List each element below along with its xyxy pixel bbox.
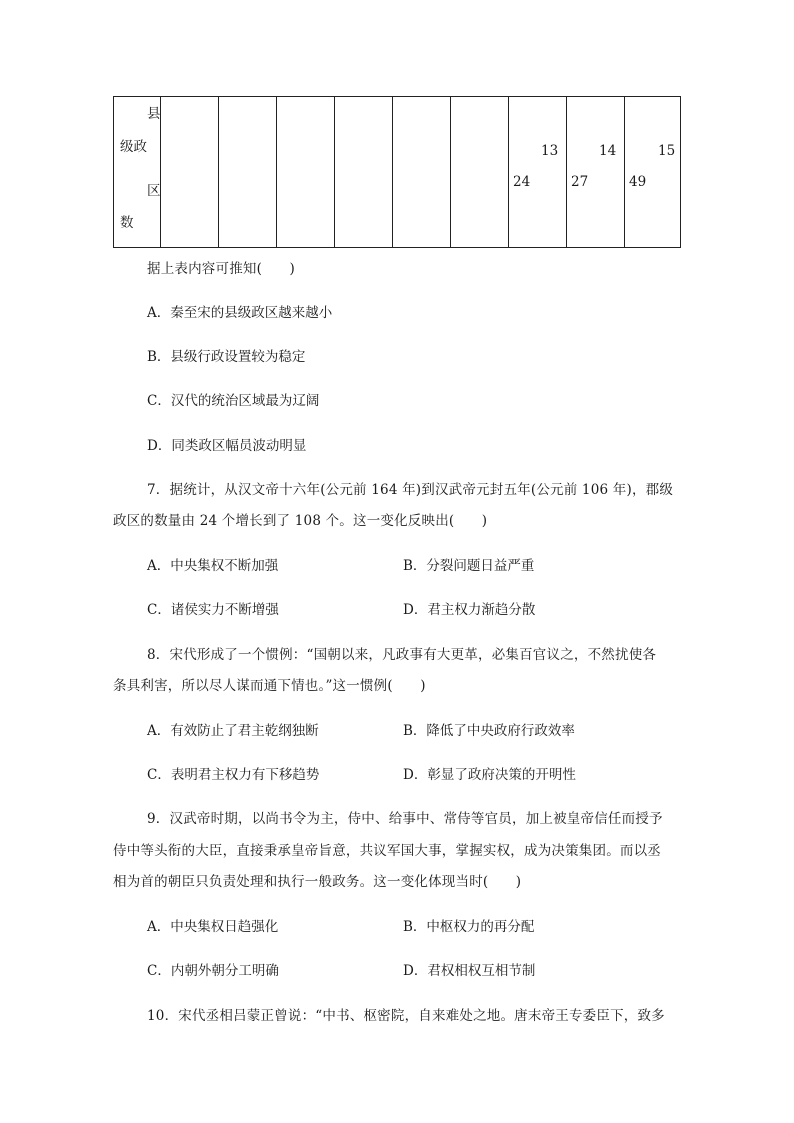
row-label-part: 级政 bbox=[120, 139, 147, 155]
row-label-part: 区 bbox=[147, 183, 161, 199]
option-c: C．汉代的统治区域最为辽阔 bbox=[147, 393, 320, 409]
option-b: B．中枢权力的再分配 bbox=[403, 919, 535, 935]
table-divider bbox=[566, 97, 567, 247]
question-stem: 条具利害，所以尽人谋而通下情也。”这一惯例( ) bbox=[113, 678, 426, 694]
option-a: A．有效防止了君主乾纲独断 bbox=[147, 723, 319, 739]
option-c: C．诸侯实力不断增强 bbox=[147, 602, 279, 618]
question-stem: 10．宋代丞相吕蒙正曾说：“中书、枢密院，自来难处之地。唐末帝王专委臣下，致多 bbox=[147, 1008, 665, 1024]
question-stem: 7．据统计，从汉文帝十六年(公元前 164 年)到汉武帝元封五年(公元前 106 年)，郡级 bbox=[147, 482, 674, 498]
option-c: C．内朝外朝分工明确 bbox=[147, 963, 279, 979]
option-b: B．降低了中央政府行政效率 bbox=[403, 723, 575, 739]
question-stem: 据上表内容可推知( ) bbox=[147, 261, 295, 277]
option-c: C．表明君主权力有下移趋势 bbox=[147, 767, 320, 783]
option-a: A．中央集权日趋强化 bbox=[147, 919, 279, 935]
option-d: D．同类政区幅员波动明显 bbox=[147, 438, 307, 454]
option-a: A．中央集权不断加强 bbox=[147, 558, 279, 574]
question-stem: 侍中等头衔的大臣，直接秉承皇帝旨意，共议军国大事，掌握实权，成为决策集团。而以丞 bbox=[113, 843, 661, 859]
table-cell-value: 24 bbox=[513, 174, 531, 190]
question-stem: 相为首的朝臣只负责处理和执行一般政务。这一变化体现当时( ) bbox=[113, 874, 522, 890]
table-divider bbox=[450, 97, 451, 247]
option-d: D．君主权力渐趋分散 bbox=[403, 602, 536, 618]
option-b: B．分裂问题日益严重 bbox=[403, 558, 535, 574]
row-label-part: 县 bbox=[147, 106, 161, 122]
table-divider bbox=[392, 97, 393, 247]
option-d: D．彰显了政府决策的开明性 bbox=[403, 767, 576, 783]
option-b: B．县级行政设置较为稳定 bbox=[147, 349, 306, 365]
question-stem: 政区的数量由 24 个增长到了 108 个。这一变化反映出( ) bbox=[113, 513, 488, 529]
table-cell-value: 14 bbox=[599, 143, 617, 159]
table-cell-value: 13 bbox=[541, 143, 559, 159]
table-cell-value: 27 bbox=[571, 174, 589, 190]
table-divider bbox=[334, 97, 335, 247]
data-table bbox=[113, 96, 681, 248]
table-cell-value: 15 bbox=[658, 143, 676, 159]
question-stem: 9．汉武帝时期，以尚书令为主，侍中、给事中、常侍等官员，加上被皇帝信任而授予 bbox=[147, 811, 663, 827]
table-divider bbox=[276, 97, 277, 247]
table-cell-value: 49 bbox=[629, 174, 647, 190]
option-a: A．秦至宋的县级政区越来越小 bbox=[147, 305, 333, 321]
table-divider bbox=[624, 97, 625, 247]
option-d: D．君权相权互相节制 bbox=[403, 963, 536, 979]
table-divider bbox=[218, 97, 219, 247]
table-divider bbox=[508, 97, 509, 247]
question-stem: 8．宋代形成了一个惯例：“国朝以来，凡政事有大更革，必集百官议之，不然扰使各 bbox=[147, 647, 657, 663]
row-label-part: 数 bbox=[120, 215, 134, 231]
